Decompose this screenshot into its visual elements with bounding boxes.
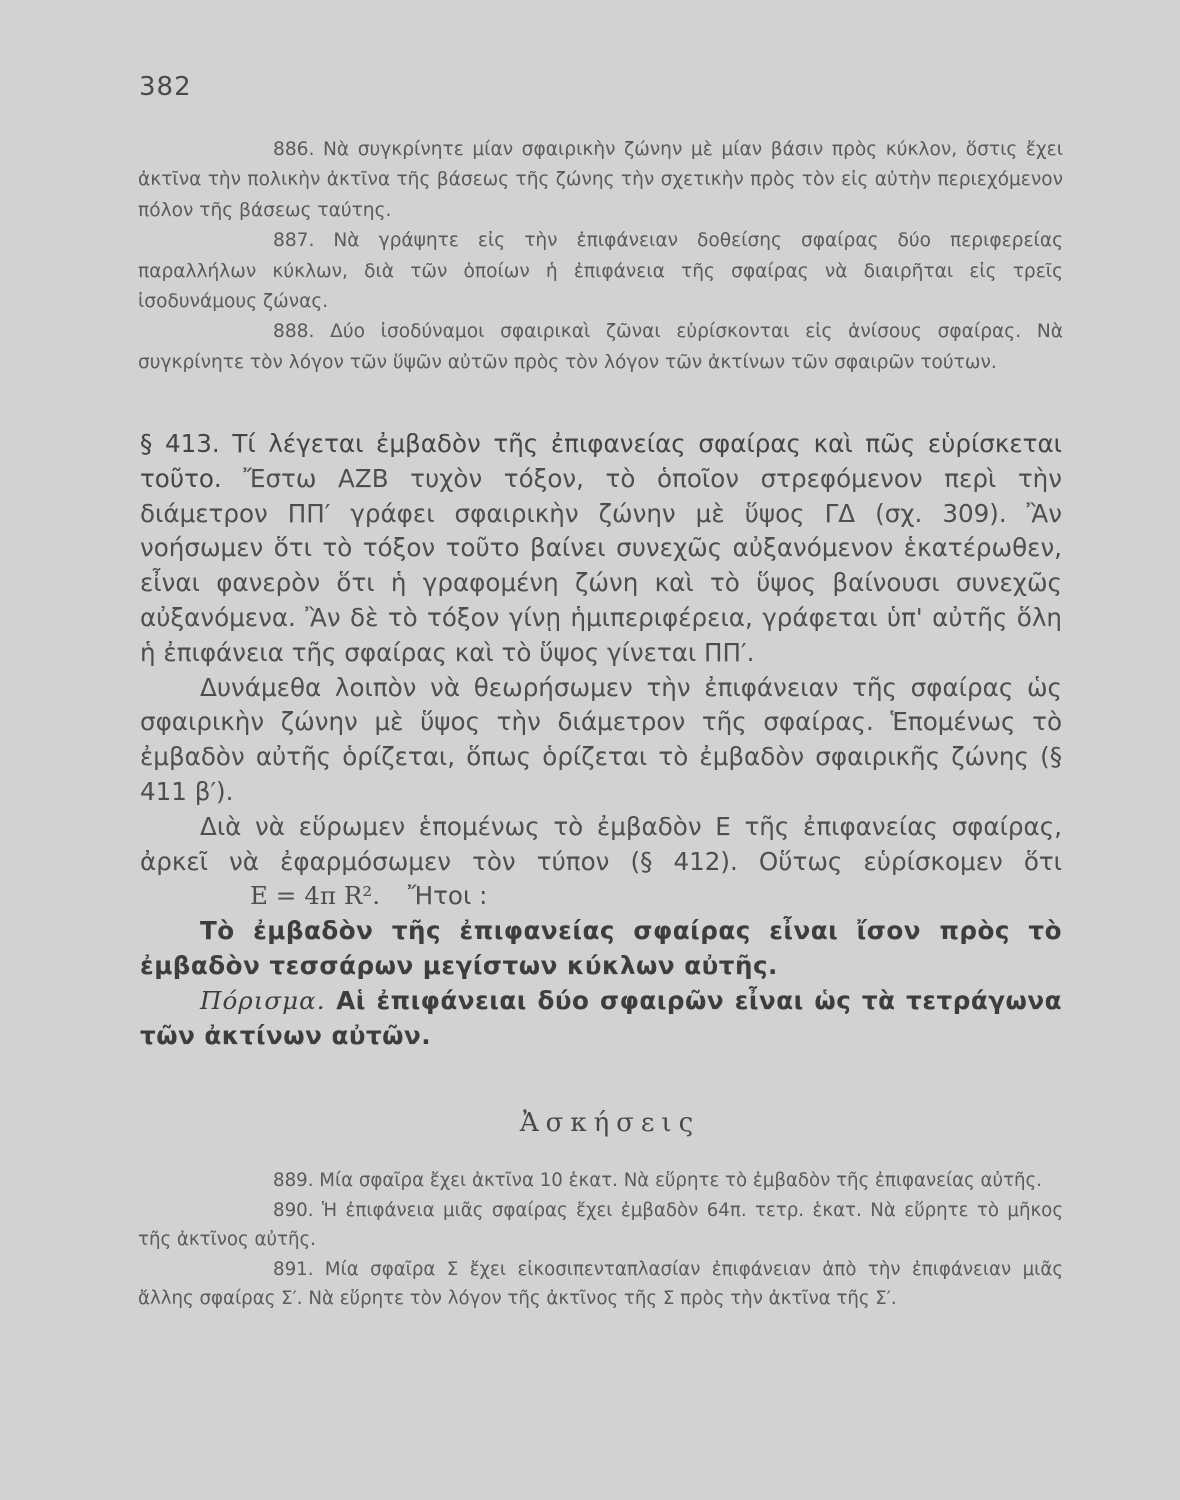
exercises-heading: Ἀσκήσεις xyxy=(519,1108,701,1138)
section-paragraph-2: Δυνάμεθα λοιπὸν νὰ θεωρήσωμεν τὴν ἐπιφάνειαν τῆς σφαίρας ὡς σφαιρικὴν ζώνην μὲ ὕψος τὴν διάμετρον τῆς σφαίρας. Ἑπομένως τὸ ἐμβαδὸν αὐτῆς ὁρίζεται, ὅπως ὁρίζεται τὸ ἐμβαδὸν σφαιρικῆς ζώνης (§ 411 β′). xyxy=(140,672,1062,806)
exercises-top xyxy=(138,135,1063,378)
exercise-891: 891. Μία σφαῖρα Σ ἔχει εἰκοσιπενταπλασίαν ἐπιφάνειαν ἀπὸ τὴν ἐπιφάνειαν μιᾶς ἄλλης σφαίρας Σ′. Νὰ εὕρητε τὸν λόγον τῆς ἀκτῖνος τῆς Σ πρὸς τὴν ἀκτῖνα τῆς Σ′. xyxy=(138,1258,1063,1310)
exercise-890: 890. Ἡ ἐπιφάνεια μιᾶς σφαίρας ἔχει ἐμβαδὸν 64π. τετρ. ἑκατ. Νὰ εὕρητε τὸ μῆκος τῆς ἀκτῖνος αὐτῆς. xyxy=(138,1199,1063,1251)
corollary-label: Πόρισμα. xyxy=(200,985,326,1015)
corollary-text: Αἱ ἐπιφάνειαι δύο σφαιρῶν εἶναι ὡς τὰ τετράγωνα τῶν ἀκτίνων αὐτῶν. xyxy=(140,985,1063,1050)
corollary xyxy=(140,984,1062,1054)
exercises-bottom xyxy=(138,1166,1063,1314)
area-formula: Ε = 4π R². xyxy=(250,881,381,911)
exercise-888: 888. Δύο ἰσοδύναμοι σφαιρικαὶ ζῶναι εὑρίσκονται εἰς ἀνίσους σφαίρας. Νὰ συγκρίνητε τὸν λόγον τῶν ὕψῶν αὐτῶν πρὸς τὸν λόγον τῶν ἀκτίνων τῶν σφαιρῶν τούτων. xyxy=(138,321,1063,373)
exercise-886: 886. Νὰ συγκρίνητε μίαν σφαιρικὴν ζώνην μὲ μίαν βάσιν πρὸς κύκλον, ὅστις ἔχει ἀκτῖνα τὴν πολικὴν ἀκτῖνα τῆς βάσεως τῆς ζώνης τὴν σχετικὴν πρὸς τὸν εἰς αὐτὴν περιεχόμενον πόλον τῆς βάσεως ταύτης. xyxy=(138,139,1063,221)
section-title: § 413. Τί λέγεται ἐμβαδὸν τῆς ἐπιφανείας σφαίρας καὶ πῶς εὑρίσκεται τοῦτο. xyxy=(140,429,1062,493)
exercise-887: 887. Νὰ γράψητε εἰς τὴν ἐπιφάνειαν δοθείσης σφαίρας δύο περιφερείας παραλλήλων κύκλων, διὰ τῶν ὁποίων ἡ ἐπιφάνεια τῆς σφαίρας νὰ διαιρῆται εἰς τρεῖς ἰσοδυνάμους ζώνας. xyxy=(138,230,1063,313)
theorem-statement: Τὸ ἐμβαδὸν τῆς ἐπιφανείας σφαίρας εἶναι ἴσον πρὸς τὸ ἐμβαδὸν τεσσάρων μεγίστων κύκλων αὐτῆς. xyxy=(140,916,1062,980)
section-paragraph-3-end: Ἤτοι : xyxy=(407,881,488,911)
section-413 xyxy=(140,427,1062,1053)
exercise-889: 889. Μία σφαῖρα ἔχει ἀκτῖνα 10 ἑκατ. Νὰ εὕρητε τὸ ἐμβαδὸν τῆς ἐπιφανείας αὐτῆς. xyxy=(273,1170,1042,1191)
page-number: 382 xyxy=(139,72,192,102)
section-paragraph-3 xyxy=(140,810,1062,914)
section-paragraph-3-text: Διὰ νὰ εὕρωμεν ἑπομένως τὸ ἐμβαδὸν Ε τῆς ἐπιφανείας σφαίρας, ἀρκεῖ νὰ ἐφαρμόσωμεν τὸν τύπον (§ 412). Οὕτως εὑρίσκομεν ὅτι xyxy=(140,811,1062,876)
section-paragraph-1-text: Ἔστω ΑΖΒ τυχὸν τόξον, τὸ ὁποῖον στρεφόμενον περὶ τὴν διάμετρον ΠΠ′ γράφει σφαιρικὴν ζώνην μὲ ὕψος ΓΔ (σχ. 309). Ἂν νοήσωμεν ὅτι τὸ τόξον τοῦτο βαίνει συνεχῶς αὐξανόμενον ἑκατέρωθεν, εἶναι φανερὸν ὅτι ἡ γραφομένη ζώνη καὶ τὸ ὕψος βαίνουσι συνεχῶς αὐξανόμενα. Ἂν δὲ τὸ τόξον γίνῃ ἡμιπεριφέρεια, γράφεται ὑπ' αὐτῆς ὅλη ἡ ἐπιφάνεια τῆς σφαίρας καὶ τὸ ὕψος γίνεται ΠΠ′. xyxy=(140,463,1062,667)
section-paragraph-1 xyxy=(140,427,1062,671)
